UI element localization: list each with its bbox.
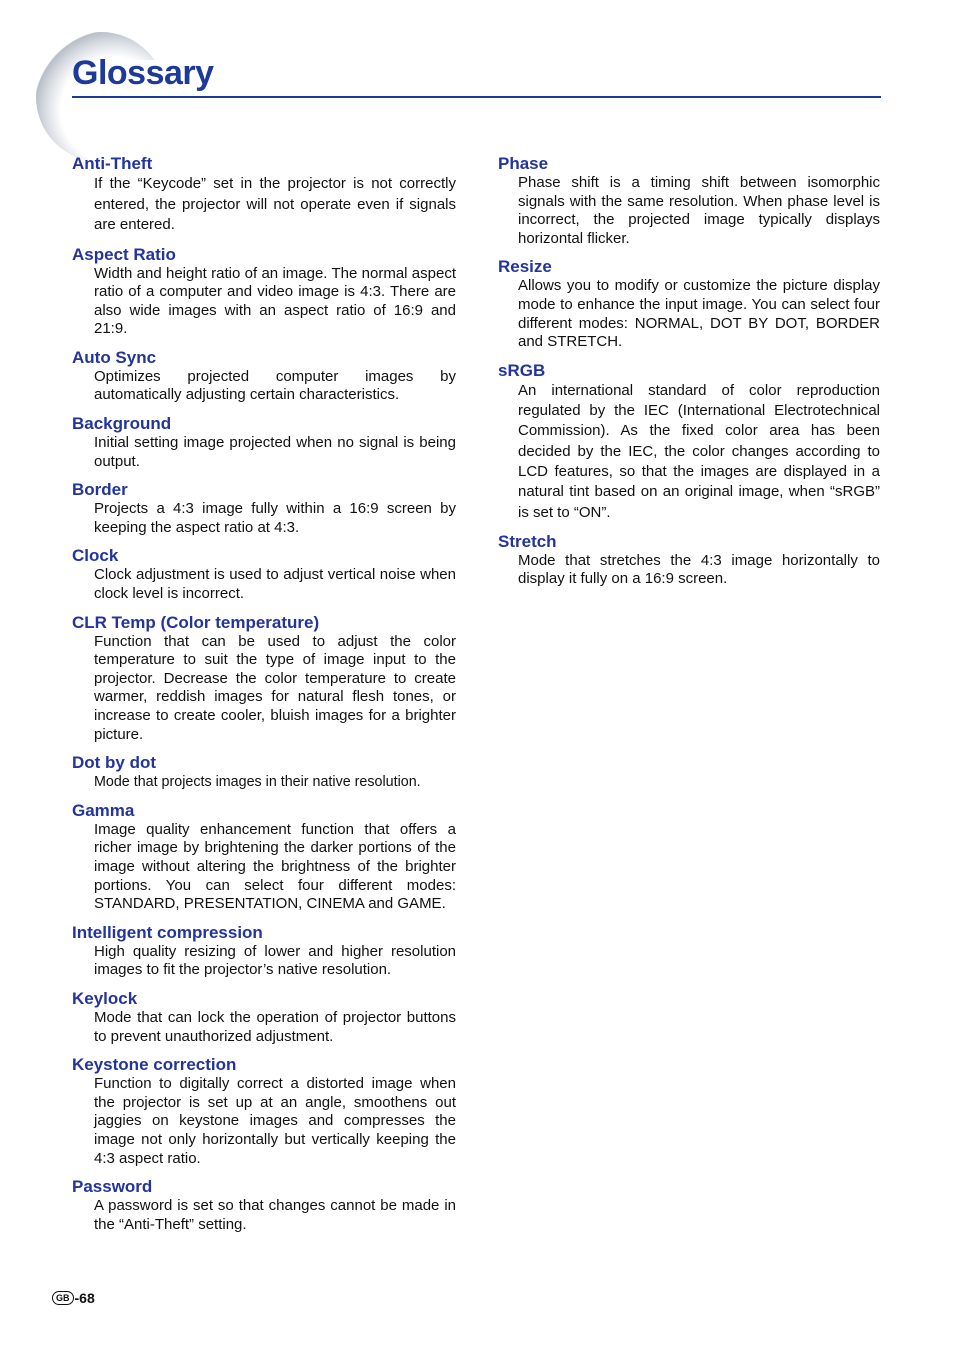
glossary-term: Auto Sync [72, 347, 157, 367]
glossary-definition: Function that can be used to adjust the color temperature to suit the type of image input to the projector. Decrease the color temperature to create warmer, reddish images for natural flesh tones, or increase to create cooler, bluish images for a brighter picture. [94, 632, 456, 743]
glossary-entry [72, 1055, 456, 1168]
glossary-definition: Image quality enhancement function that offers a richer image by brightening the darker portions of the image without altering the brightness of the brighter portions. You can select four different modes: STANDARD, PRESENTATION, CINEMA and GAME. [94, 820, 456, 913]
glossary-definition: Mode that projects images in their native resolution. [94, 774, 421, 791]
glossary-term: Phase [498, 154, 549, 173]
glossary-entry [72, 245, 456, 339]
page-footer [52, 1290, 95, 1306]
glossary-term: sRGB [498, 360, 546, 380]
glossary-term: Keystone correction [72, 1055, 237, 1075]
glossary-term: Intelligent compression [72, 922, 263, 942]
glossary-entry [72, 753, 456, 792]
glossary-definition: Phase shift is a timing shift between isomorphic signals with the same resolution. When phase level is incorrect, the projected image typically displays horizontal flicker. [518, 174, 880, 247]
glossary-term: CLR Temp (Color temperature) [72, 612, 320, 632]
glossary-term: Anti-Theft [72, 154, 153, 173]
glossary-entry [72, 546, 456, 603]
page-title: Glossary [72, 54, 214, 92]
glossary-definition: High quality resizing of lower and higher resolution images to fit the projector’s native resolution. [94, 942, 456, 979]
glossary-term: Border [72, 480, 128, 500]
glossary-definition: If the “Keycode” set in the projector is not correctly entered, the projector will not operate even if signals are entered. [94, 175, 456, 233]
glossary-entry [72, 480, 456, 537]
glossary-entry [498, 532, 880, 589]
glossary-right-column [498, 154, 880, 589]
glossary-entry [72, 613, 456, 745]
glossary-term: Clock [72, 546, 119, 566]
glossary-definition: Clock adjustment is used to adjust vertical noise when clock level is incorrect. [94, 566, 456, 603]
glossary-definition: An international standard of color reproduction regulated by the IEC (International Electrotechnical Commission). As the fixed color area has been decided by the IEC, the color changes according to LCD features, so that the images are displayed in a natural tint based on an original image, when “sRGB” is set to “ON”. [518, 381, 880, 521]
glossary-entry [72, 154, 456, 236]
glossary-term: Dot by dot [72, 753, 157, 773]
glossary-entry [72, 923, 456, 980]
glossary-term: Stretch [498, 531, 557, 551]
glossary-definition: Initial setting image projected when no signal is being output. [94, 434, 456, 470]
glossary-definition: Projects a 4:3 image fully within a 16:9 screen by keeping the aspect ratio at 4:3. [94, 500, 456, 536]
glossary-entry [498, 257, 880, 351]
glossary-definition: Allows you to modify or customize the picture display mode to enhance the input image. You can select four different modes: NORMAL, DOT BY DOT, BORDER and STRETCH. [518, 277, 880, 351]
glossary-term: Keylock [72, 988, 138, 1008]
glossary-entry [72, 989, 456, 1046]
glossary-term: Gamma [72, 800, 135, 820]
glossary-definition: Function to digitally correct a distorted image when the projector is set up at an angle, smoothens out jaggies on keystone images and compresses the image not only horizontally but vertically keeping the 4:3 aspect ratio. [94, 1075, 456, 1167]
glossary-entry [72, 414, 456, 471]
glossary-left-column [72, 154, 456, 1234]
glossary-term: Aspect Ratio [72, 244, 176, 264]
glossary-definition: Mode that can lock the operation of projector buttons to prevent unauthorized adjustment. [94, 1008, 456, 1045]
region-badge: GB [52, 1291, 74, 1305]
glossary-entry [72, 1177, 456, 1234]
glossary-entry [72, 801, 456, 914]
glossary-term: Resize [498, 257, 552, 277]
page-number: -68 [74, 1290, 95, 1306]
glossary-entry [498, 361, 880, 523]
glossary-definition: Mode that stretches the 4:3 image horizontally to display it fully on a 16:9 screen. [518, 551, 880, 588]
glossary-definition: A password is set so that changes cannot be made in the “Anti-Theft” setting. [94, 1197, 456, 1233]
glossary-entry [72, 348, 456, 405]
glossary-term: Password [72, 1177, 153, 1197]
glossary-term: Background [72, 414, 172, 434]
glossary-definition: Width and height ratio of an image. The normal aspect ratio of a computer and video image is 4:3. There are also wide images with an aspect ratio of 16:9 and 21:9. [94, 264, 456, 338]
title-underline [72, 96, 881, 98]
glossary-entry [498, 154, 880, 248]
glossary-definition: Optimizes projected computer images by automatically adjusting certain characteristics. [94, 367, 456, 404]
